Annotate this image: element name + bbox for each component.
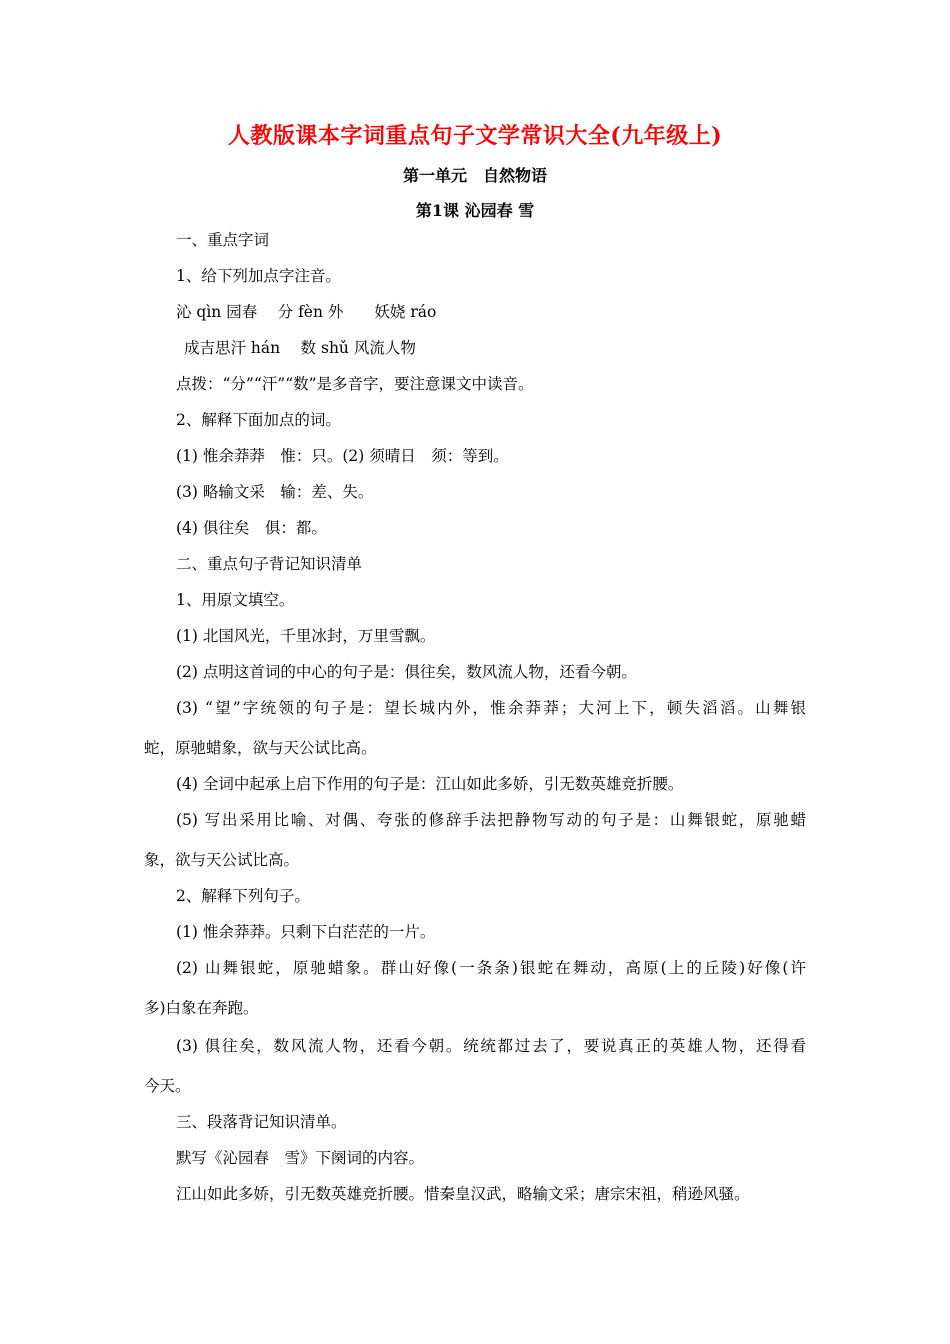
section-heading: 二、重点句子背记知识清单 xyxy=(176,555,363,573)
body-line: 江山如此多娇，引无数英雄竞折腰。惜秦皇汉武，略输文采；唐宗宋祖，稍逊风骚。 xyxy=(176,1185,750,1203)
body-line: 2、解释下面加点的词。 xyxy=(176,411,341,429)
body-line: (1) 惟余莽莽。只剩下白茫茫的一片。 xyxy=(176,923,436,941)
body-line: (4) 俱往矣 俱：都。 xyxy=(176,519,327,537)
body-line: (1) 北国风光，千里冰封，万里雪飘。 xyxy=(176,627,436,645)
body-line: 1、用原文填空。 xyxy=(176,591,295,609)
body-line: (4) 全词中起承上启下作用的句子是：江山如此多娇，引无数英雄竞折腰。 xyxy=(176,775,684,793)
body-line: 成吉思汗 hán 数 shǔ 风流人物 xyxy=(184,339,416,357)
body-line: 点拨：“分”“汗”“数”是多音字，要注意课文中读音。 xyxy=(176,375,534,393)
section-heading: 三、段落背记知识清单。 xyxy=(176,1113,347,1131)
body-line: (3) 俱往矣，数风流人物，还看今朝。统统都过去了，要说真正的英雄人物，还得看 xyxy=(176,1037,806,1055)
body-line: 默写《沁园春 雪》下阕词的内容。 xyxy=(176,1149,425,1167)
body-line: (3) “望”字统领的句子是：望长城内外，惟余莽莽；大河上下，顿失滔滔。山舞银 xyxy=(176,699,806,717)
body-line: 蛇，原驰蜡象，欲与天公试比高。 xyxy=(144,739,377,757)
body-line: 多)白象在奔跑。 xyxy=(144,999,259,1017)
body-line: 2、解释下列句子。 xyxy=(176,887,310,905)
body-line: 沁 qìn 园春 分 fèn 外 妖娆 ráo xyxy=(176,303,437,321)
section-heading: 一、重点字词 xyxy=(176,231,270,249)
body-line: (5) 写出采用比喻、对偶、夸张的修辞手法把静物写动的句子是：山舞银蛇，原驰蜡 xyxy=(176,811,806,829)
body-line: (1) 惟余莽莽 惟：只。(2) 须晴日 须：等到。 xyxy=(176,447,509,465)
body-line: 今天。 xyxy=(144,1077,191,1095)
body-line: 象，欲与天公试比高。 xyxy=(144,851,300,869)
lesson-heading: 第1课 沁园春 雪 xyxy=(415,201,535,220)
document-title: 人教版课本字词重点句子文学常识大全(九年级上) xyxy=(227,123,723,149)
body-line: (3) 略输文采 输：差、失。 xyxy=(176,483,374,501)
body-line: (2) 点明这首词的中心的句子是：俱往矣，数风流人物，还看今朝。 xyxy=(176,663,637,681)
unit-heading: 第一单元 自然物语 xyxy=(402,166,547,185)
body-line: 1、给下列加点字注音。 xyxy=(176,267,341,285)
body-line: (2) 山舞银蛇，原驰蜡象。群山好像(一条条)银蛇在舞动，高原(上的丘陵)好像(许 xyxy=(176,959,806,977)
